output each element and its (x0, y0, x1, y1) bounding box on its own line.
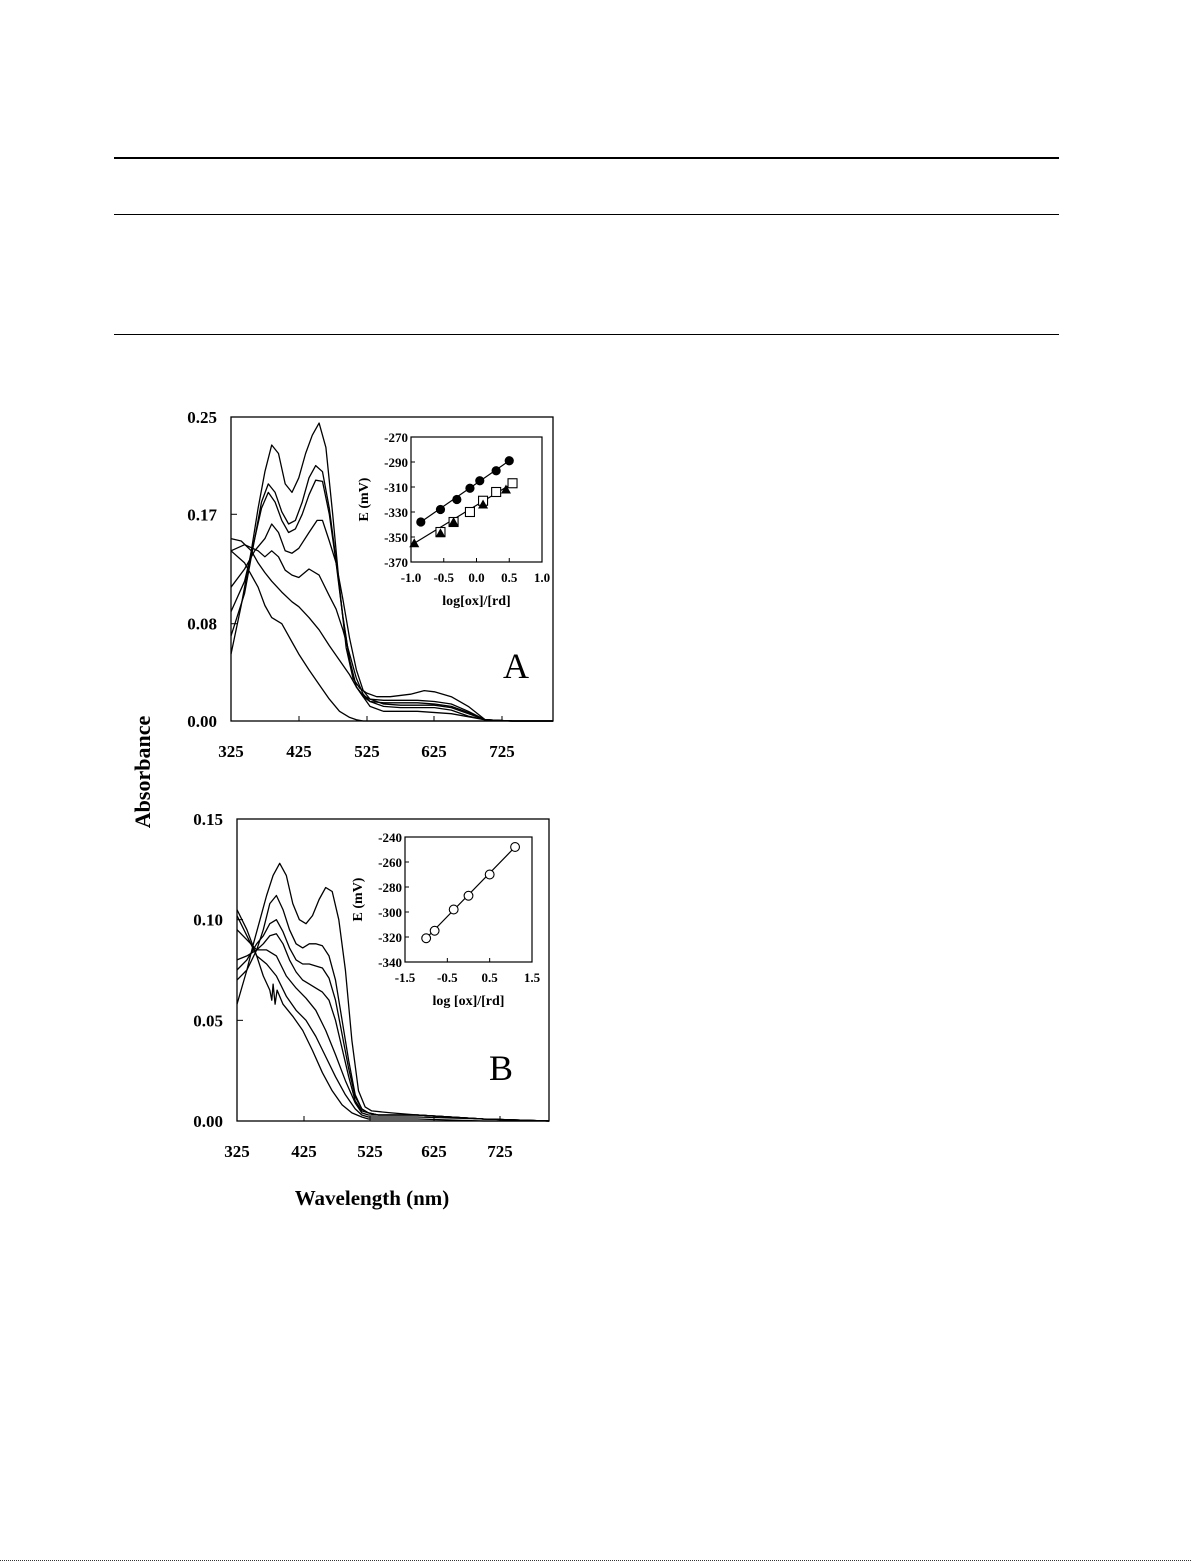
inset-point (465, 508, 474, 517)
x-tick-label: 725 (489, 742, 515, 761)
panel-b (193, 810, 549, 1161)
x-tick-label: 725 (487, 1142, 513, 1161)
x-tick-label: 425 (286, 742, 312, 761)
inset-x-tick-label: -1.0 (400, 570, 422, 585)
inset-y-tick-label: -320 (378, 930, 402, 945)
inset-point (422, 934, 431, 943)
x-tick-label: 525 (354, 742, 380, 761)
inset-point (475, 476, 484, 485)
panel-a (187, 408, 553, 761)
inset-point (492, 466, 501, 475)
x-tick-label: 425 (291, 1142, 317, 1161)
inset-point (508, 479, 517, 488)
y-tick-label: 0.25 (187, 408, 217, 427)
inset-x-tick-label: -0.5 (433, 570, 455, 585)
x-tick-label: 625 (421, 1142, 447, 1161)
y-tick-label: 0.05 (193, 1011, 223, 1031)
inset-point (465, 484, 474, 493)
inset-y-tick-label: -310 (384, 480, 408, 495)
inset-y-axis-label: E (mV) (351, 877, 366, 922)
inset-point (464, 891, 473, 900)
inset-y-tick-label: -240 (378, 830, 402, 845)
footer-rule (0, 1560, 1191, 1561)
inset-x-tick-label: 1.0 (533, 570, 551, 585)
inset-y-tick-label: -300 (378, 905, 402, 920)
inset-point (436, 505, 445, 514)
x-tick-label: 325 (218, 742, 244, 761)
inset-y-tick-label: -290 (384, 455, 408, 470)
inset-x-axis-label: log[ox]/[rd] (442, 594, 511, 609)
inset-y-tick-label: -280 (378, 880, 402, 895)
inset-y-tick-label: -350 (384, 530, 408, 545)
inset-y-axis-label: E (mV) (357, 477, 372, 522)
inset-point (430, 926, 439, 935)
panel-label: A (503, 646, 529, 686)
y-tick-label: 0.17 (187, 505, 217, 525)
inset-y-tick-label: -370 (384, 555, 408, 570)
y-axis-label-absorbance: Absorbance (130, 715, 155, 829)
x-tick-label: 625 (421, 742, 447, 761)
inset-point (416, 517, 425, 526)
inset-x-tick-label: 0.5 (481, 970, 498, 985)
inset-y-tick-label: -340 (378, 955, 402, 970)
y-tick-label: 0.00 (187, 712, 217, 731)
y-tick-label: 0.00 (193, 1112, 223, 1131)
inset-point (505, 456, 514, 465)
inset-point (511, 843, 520, 852)
inset-x-tick-label: -0.5 (437, 970, 458, 985)
inset-point (485, 870, 494, 879)
y-tick-label: 0.10 (193, 910, 223, 930)
inset-x-axis-label: log [ox]/[rd] (432, 994, 505, 1009)
x-axis-label-wavelength: Wavelength (nm) (294, 1186, 450, 1210)
inset-x-tick-label: 0.0 (468, 570, 485, 585)
inset-x-tick-label: 0.5 (501, 570, 518, 585)
inset-point (452, 495, 461, 504)
inset-x-tick-label: 1.5 (523, 970, 541, 985)
inset-x-tick-label: -1.5 (394, 970, 416, 985)
y-tick-label: 0.08 (187, 614, 217, 634)
inset-y-tick-label: -260 (378, 855, 402, 870)
inset-point (492, 488, 501, 497)
inset-point (449, 905, 458, 914)
inset-y-tick-label: -270 (384, 430, 408, 445)
inset-frame (411, 437, 542, 562)
x-tick-label: 325 (224, 1142, 250, 1161)
x-tick-label: 525 (357, 1142, 383, 1161)
inset-y-tick-label: -330 (384, 505, 408, 520)
y-tick-label: 0.15 (193, 810, 223, 829)
panel-label: B (488, 1048, 514, 1088)
